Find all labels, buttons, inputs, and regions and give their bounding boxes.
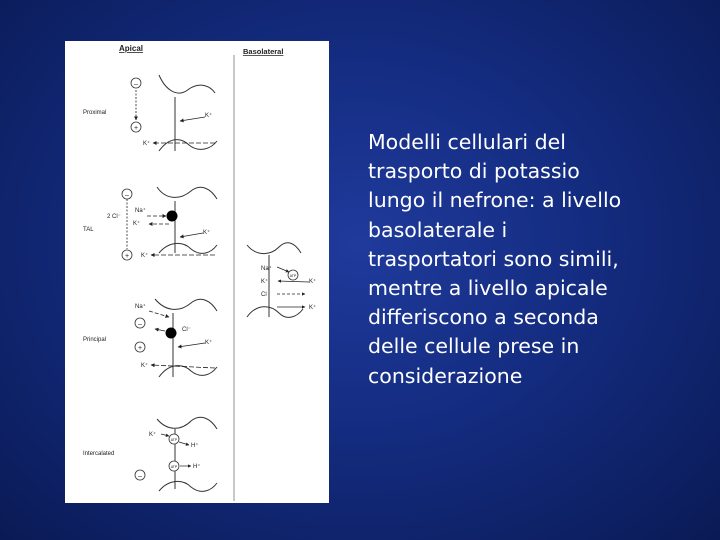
svg-text:ATP: ATP [170,465,178,469]
svg-text:Cl: Cl [261,292,267,298]
svg-text:Na⁺: Na⁺ [135,208,146,214]
tal-cell [83,187,217,260]
svg-text:–: – [125,192,129,199]
svg-text:K⁺: K⁺ [143,141,151,147]
segment-label-principal: Principal [83,337,107,343]
header-apical: Apical [119,44,144,53]
svg-text:K⁺: K⁺ [205,340,213,346]
principal-cell [83,299,217,377]
basolateral-cell [247,243,316,318]
svg-text:K⁺: K⁺ [141,253,149,259]
channel-dot [166,328,177,339]
svg-text:K⁺: K⁺ [205,113,213,119]
svg-text:K⁺: K⁺ [309,279,317,285]
svg-text:+: + [133,125,139,132]
svg-text:–: – [138,473,142,480]
svg-text:Na⁺: Na⁺ [135,304,146,310]
proximal-cell [83,75,217,151]
slide-caption: Modelli cellulari del trasporto di potassio lungo il nefrone: a livello basolaterale i trasportatori sono simili, mentre a livello apicale differiscono a seconda delle cellule prese in considerazione [368,130,622,388]
svg-text:ATP: ATP [289,274,297,278]
svg-text:–: – [134,81,138,88]
svg-text:ATP: ATP [170,438,178,442]
cotransporter-dot [167,211,178,222]
svg-text:–: – [138,321,142,328]
svg-text:K⁺: K⁺ [203,230,211,236]
segment-label-intercalated: Intercalated [83,451,115,457]
svg-text:K⁺: K⁺ [141,363,149,369]
svg-text:Na⁺: Na⁺ [261,266,272,272]
figure-drawing [65,41,329,503]
svg-text:+: + [137,345,143,352]
svg-text:H⁺: H⁺ [191,443,199,449]
segment-label-tal: TAL [83,227,94,233]
segment-label-proximal: Proximal [83,110,107,116]
svg-text:+: + [124,253,130,260]
svg-text:2 Cl⁻: 2 Cl⁻ [107,214,121,220]
nephron-transport-figure [65,41,329,503]
svg-text:K⁺: K⁺ [261,279,269,285]
svg-text:H⁺: H⁺ [193,464,201,470]
header-basolateral: Basolateral [243,47,284,56]
svg-text:K⁺: K⁺ [149,432,157,438]
svg-text:K⁺: K⁺ [309,305,317,311]
svg-text:Cl⁻: Cl⁻ [182,327,191,333]
svg-text:K⁺: K⁺ [133,221,141,227]
intercalated-cell [83,417,217,491]
